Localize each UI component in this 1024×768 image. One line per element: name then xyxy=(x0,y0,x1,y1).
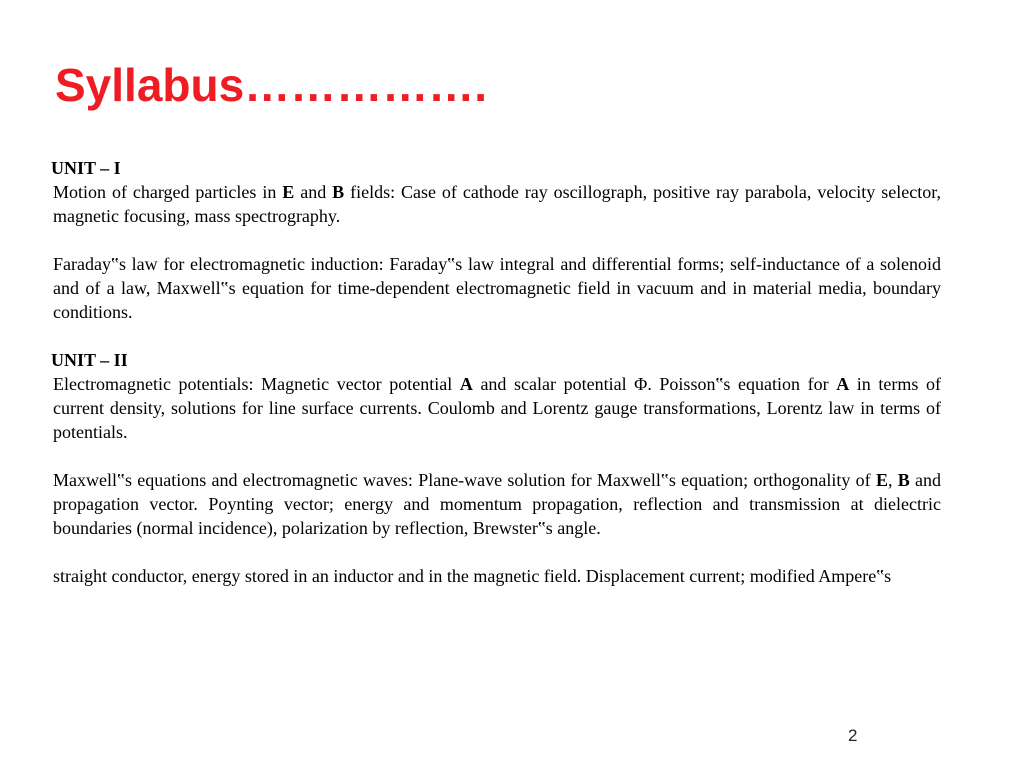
text-run: Faraday‟s law for electromagnetic induction: Faraday‟s law integral and differential forms; self-inductance of a solenoid and of a law, Maxwell‟s equation for time-dependent electromagnetic field in vacuum and in material media, boundary conditions. xyxy=(53,254,941,322)
bold-symbol: B xyxy=(897,470,910,490)
unit-1-heading: UNIT – I xyxy=(51,158,121,178)
text-run: and xyxy=(294,182,333,202)
text-run: and scalar potential Φ. Poisson‟s equation for xyxy=(472,374,837,394)
unit-1-paragraph-1 xyxy=(53,180,941,228)
bold-symbol: B xyxy=(332,182,345,202)
text-run: Maxwell‟s equations and electromagnetic waves: Plane-wave solution for Maxwell‟s equation; orthogonality of xyxy=(53,470,876,490)
text-run: fields: Case of cathode ray oscillograph, positive ray parabola, velocity selector, magnetic focusing, mass spectrography. xyxy=(53,182,941,226)
syllabus-body xyxy=(53,156,941,588)
unit-2-heading: UNIT – II xyxy=(51,350,128,370)
slide-title: Syllabus……………. xyxy=(55,59,487,111)
text-run: in terms of current density, solutions for line surface currents. Coulomb and Lorentz gauge transformations, Lorentz law in terms of potentials. xyxy=(53,374,941,442)
text-run: Electromagnetic potentials: Magnetic vector potential xyxy=(53,374,460,394)
paragraph-gap xyxy=(53,540,941,564)
unit-2-paragraph-2 xyxy=(53,468,941,540)
text-run: and propagation vector. Poynting vector; energy and momentum propagation, reflection and transmission at dielectric boundaries (normal incidence), polarization by reflection, Brewster‟s angle. xyxy=(53,470,941,538)
unit-2-paragraph-1 xyxy=(53,372,941,444)
bold-symbol: E xyxy=(875,470,888,490)
bold-symbol: A xyxy=(459,374,473,394)
bold-symbol: A xyxy=(836,374,850,394)
bold-symbol: E xyxy=(282,182,295,202)
text-run: , xyxy=(887,470,898,490)
paragraph-gap xyxy=(53,228,941,252)
text-run: Motion of charged particles in xyxy=(53,182,283,202)
page-number: 2 xyxy=(848,726,858,745)
paragraph-gap xyxy=(53,324,941,348)
paragraph-gap xyxy=(53,444,941,468)
text-run: straight conductor, energy stored in an inductor and in the magnetic field. Displacement current; modified Ampere‟s xyxy=(53,566,892,586)
unit-2-paragraph-3 xyxy=(53,564,941,588)
unit-1-paragraph-2 xyxy=(53,252,941,324)
